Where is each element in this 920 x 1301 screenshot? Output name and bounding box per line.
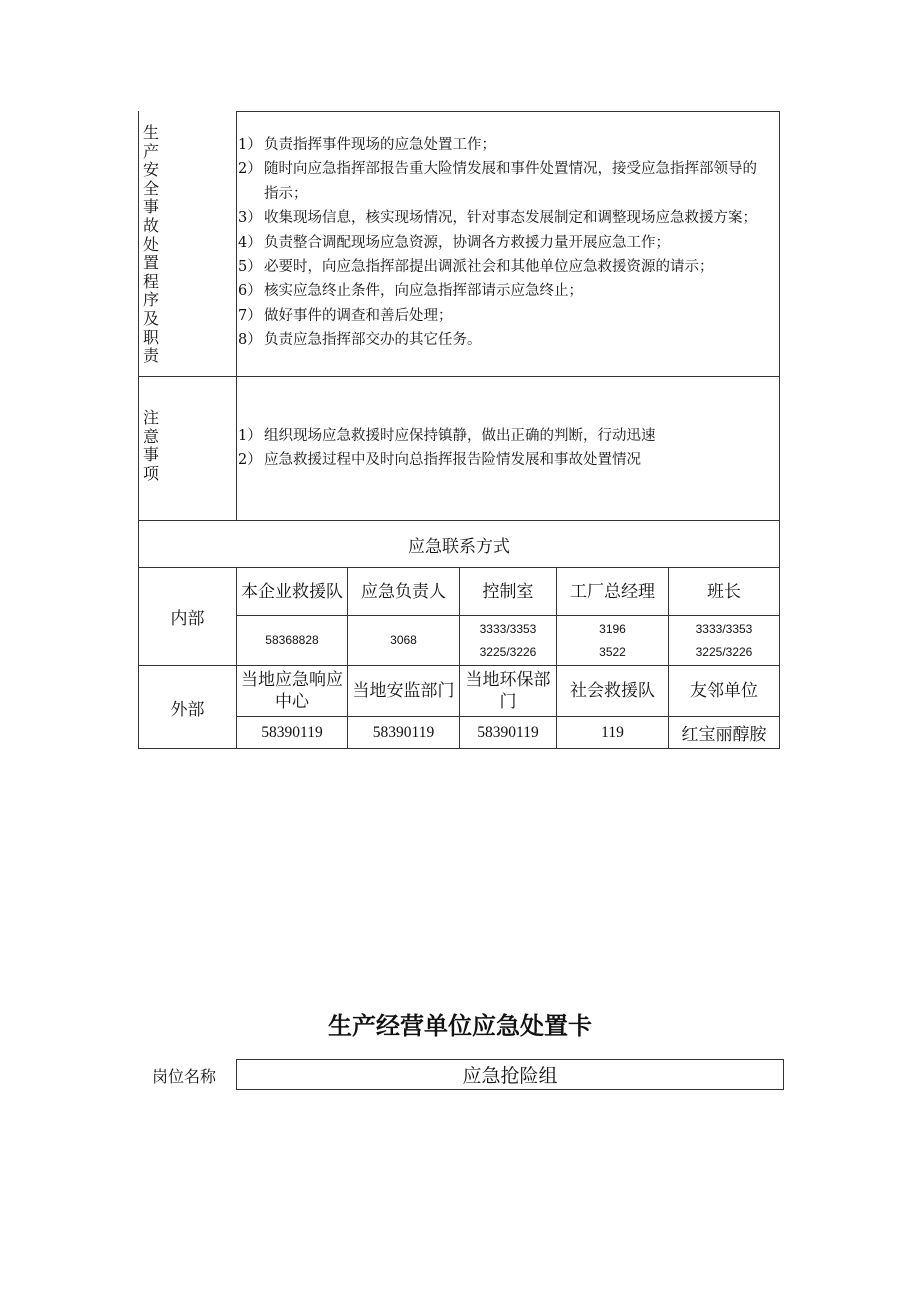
external-value: 红宝丽醇胺 (681, 725, 767, 745)
internal-value: 3068 (390, 633, 417, 647)
internal-value: 58368828 (265, 633, 319, 647)
internal-header: 控制室 (482, 581, 534, 602)
list-item: 5） 必要时，向应急指挥部提出调派社会和其他单位应急救援资源的请示； (238, 259, 714, 276)
table-line (237, 111, 780, 112)
external-header: 当地安监部门 (352, 681, 455, 701)
external-header: 当地应急响应中心 (241, 670, 343, 712)
internal-value: 3333/3353 3225/3226 (479, 621, 537, 659)
procedure-list (238, 133, 778, 353)
list-item: 7） 做好事件的调查和善后处理； (238, 307, 453, 324)
contacts-title: 应急联系方式 (408, 536, 510, 557)
position-value-box (236, 1059, 784, 1090)
internal-value: 3333/3353 3225/3226 (695, 621, 753, 659)
position-value: 应急抢险组 (462, 1065, 558, 1087)
internal-label: 内部 (170, 609, 205, 629)
internal-header: 工厂总经理 (570, 581, 655, 602)
table-line (236, 111, 237, 521)
procedure-label: 生产安全事故处置程序及职责 (142, 123, 159, 366)
internal-header: 本企业救援队 (241, 581, 343, 602)
list-item: 3） 收集现场信息，核实现场情况，针对事态发展制定和调整现场应急救援方案； (238, 210, 757, 227)
internal-header: 应急负责人 (361, 581, 446, 602)
external-header: 社会救援队 (570, 681, 655, 701)
external-value: 58390119 (477, 723, 539, 741)
list-item: 2） 应急救援过程中及时向总指挥报告险情发展和事故处置情况 (238, 452, 641, 469)
list-item-continuation: 指示； (264, 185, 308, 202)
notes-list (238, 424, 778, 473)
external-header: 当地环保部门 (465, 670, 551, 712)
internal-value: 3196 3522 (599, 621, 626, 659)
external-label: 外部 (170, 699, 205, 720)
list-item: 6） 核实应急终止条件，向应急指挥部请示应急终止； (238, 283, 583, 300)
notes-label: 注意事项 (142, 408, 159, 483)
table-line (138, 376, 780, 377)
external-value: 58390119 (372, 723, 435, 741)
position-label: 岗位名称 (152, 1067, 217, 1086)
external-header: 友邻单位 (690, 681, 758, 701)
list-item: 1） 负责指挥事件现场的应急处置工作； (238, 137, 496, 153)
list-item: 2） 随时向应急指挥部报告重大险情发展和事件处置情况，接受应急指挥部领导的 (238, 161, 757, 178)
list-item: 4） 负责整合调配现场应急资源，协调各方救援力量开展应急工作； (238, 234, 670, 251)
list-item: 1） 组织现场应急救援时应保持镇静，做出正确的判断，行动迅速 (238, 428, 656, 444)
page-title: 生产经营单位应急处置卡 (328, 1012, 592, 1040)
external-value: 58390119 (261, 723, 323, 741)
list-item: 8） 负责应急指挥部交办的其它任务。 (238, 332, 482, 349)
external-value: 119 (601, 723, 624, 741)
internal-header: 班长 (707, 581, 741, 602)
table-line (779, 111, 780, 749)
